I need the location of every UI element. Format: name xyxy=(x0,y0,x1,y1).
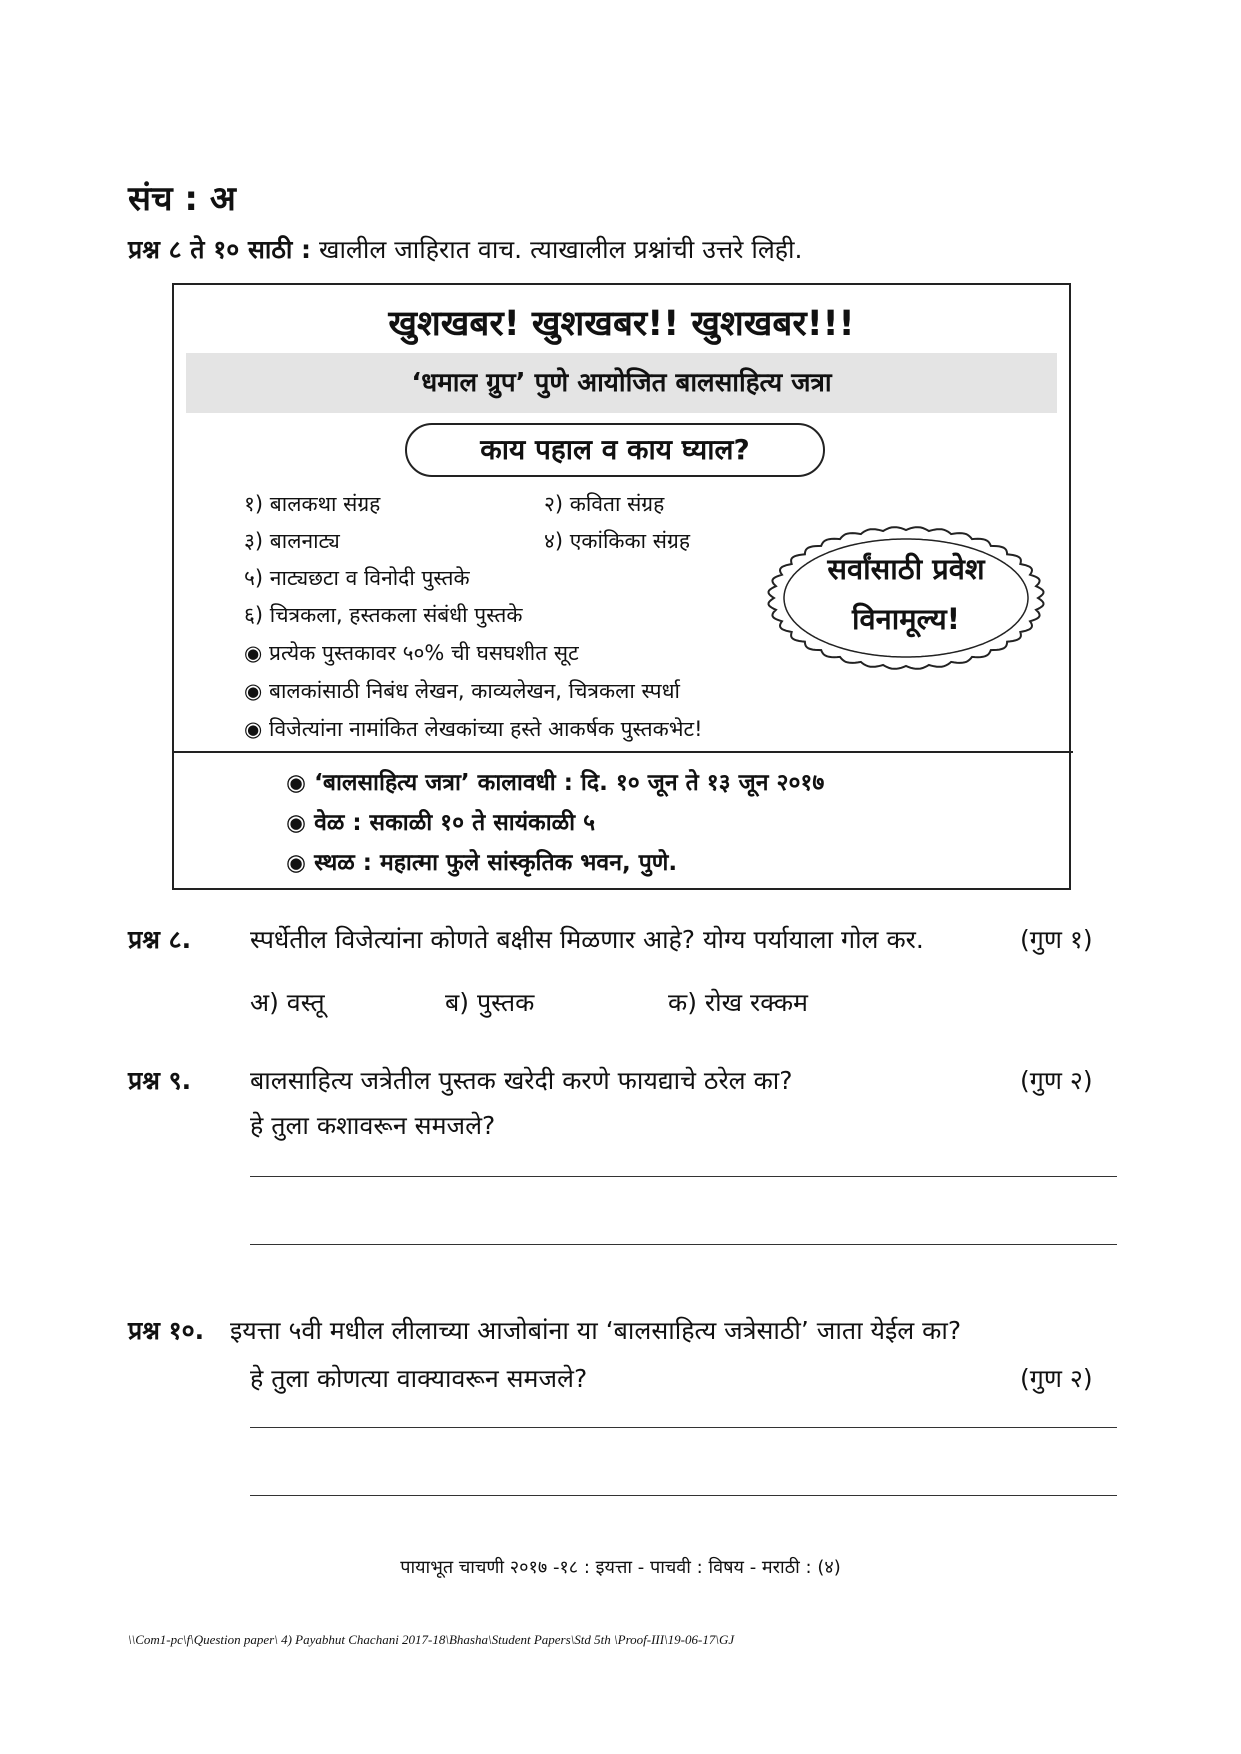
free-entry-badge xyxy=(766,523,1046,673)
question-8-marks: (गुण १) xyxy=(1020,925,1093,954)
instruction-label: प्रश्न ८ ते १० साठी : xyxy=(128,235,312,264)
ad-divider xyxy=(174,751,1073,753)
ad-detail-venue: ◉ स्थळ : महात्मा फुले सांस्कृतिक भवन, पुणे. xyxy=(286,850,678,876)
ad-bullet: ◉ प्रत्येक पुस्तकावर ५०% ची घसघशीत सूट xyxy=(244,641,579,665)
question-8-label: प्रश्न ८. xyxy=(128,925,192,954)
question-10-marks: (गुण २) xyxy=(1020,1364,1093,1393)
scalloped-badge-icon xyxy=(766,523,1046,673)
ad-subhead: ‘धमाल ग्रुप’ पुणे आयोजित बालसाहित्य जत्रा xyxy=(186,353,1057,413)
option-c[interactable]: क) रोख रक्कम xyxy=(668,988,808,1017)
answer-line[interactable] xyxy=(250,1244,1117,1245)
set-title: संच : अ xyxy=(128,179,236,219)
ad-item: १) बालकथा संग्रह xyxy=(244,492,381,516)
ad-bullet: ◉ बालकांसाठी निबंध लेखन, काव्यलेखन, चित्रकला स्पर्धा xyxy=(244,679,680,703)
instruction-text: खालील जाहिरात वाच. त्याखालील प्रश्नांची उत्तरे लिही. xyxy=(319,235,803,264)
page-footer: पायाभूत चाचणी २०१७ -१८ : इयत्ता - पाचवी : विषय - मराठी : (४) xyxy=(400,1557,841,1578)
badge-line-1: सर्वांसाठी प्रवेश xyxy=(827,552,985,586)
ad-item: ४) एकांकिका संग्रह xyxy=(544,529,690,553)
question-10-line-2: हे तुला कोणत्या वाक्यावरून समजले? xyxy=(250,1364,588,1393)
option-a[interactable]: अ) वस्तू xyxy=(250,988,325,1017)
question-8-text: स्पर्धेतील विजेत्यांना कोणते बक्षीस मिळणार आहे? योग्य पर्यायाला गोल कर. xyxy=(250,925,924,954)
ad-item: ६) चित्रकला, हस्तकला संबंधी पुस्तके xyxy=(244,603,523,627)
answer-line[interactable] xyxy=(250,1176,1117,1177)
ad-detail-duration: ◉ ‘बालसाहित्य जत्रा’ कालावधी : दि. १० जून ते १३ जून २०१७ xyxy=(286,770,825,796)
question-9-label: प्रश्न ९. xyxy=(128,1066,192,1095)
answer-line[interactable] xyxy=(250,1495,1117,1496)
question-9-line-2: हे तुला कशावरून समजले? xyxy=(250,1111,496,1140)
ad-headline: खुशखबर! खुशखबर!! खुशखबर!!! xyxy=(388,304,855,344)
ad-detail-time: ◉ वेळ : सकाळी १० ते सायंकाळी ५ xyxy=(286,810,596,836)
file-path: \\Com1-pc\f\Question paper\ 4) Payabhut Chachani 2017-18\Bhasha\Student Papers\Std 5th \Proof-III\19-06-17\GJ xyxy=(128,1632,735,1647)
question-10-line-1: इयत्ता ५वी मधील लीलाच्या आजोबांना या ‘बालसाहित्य जत्रेसाठी’ जाता येईल का? xyxy=(230,1316,962,1345)
badge-line-2: विनामूल्य! xyxy=(852,602,960,636)
question-9-marks: (गुण २) xyxy=(1020,1066,1093,1095)
answer-line[interactable] xyxy=(250,1427,1117,1428)
question-9-line-1: बालसाहित्य जत्रेतील पुस्तक खरेदी करणे फायद्याचे ठरेल का? xyxy=(250,1066,793,1095)
instruction xyxy=(128,232,802,266)
ad-item: ३) बालनाट्य xyxy=(244,529,340,553)
ad-item: २) कविता संग्रह xyxy=(544,492,665,516)
advertisement-box xyxy=(172,283,1071,890)
ad-bullet: ◉ विजेत्यांना नामांकित लेखकांच्या हस्ते आकर्षक पुस्तकभेट! xyxy=(244,717,703,741)
question-10-label: प्रश्न १०. xyxy=(128,1316,205,1345)
ad-item: ५) नाट्यछटा व विनोदी पुस्तके xyxy=(244,566,470,590)
ad-pill-heading: काय पहाल व काय घ्याल? xyxy=(405,423,825,477)
option-b[interactable]: ब) पुस्तक xyxy=(445,988,535,1017)
